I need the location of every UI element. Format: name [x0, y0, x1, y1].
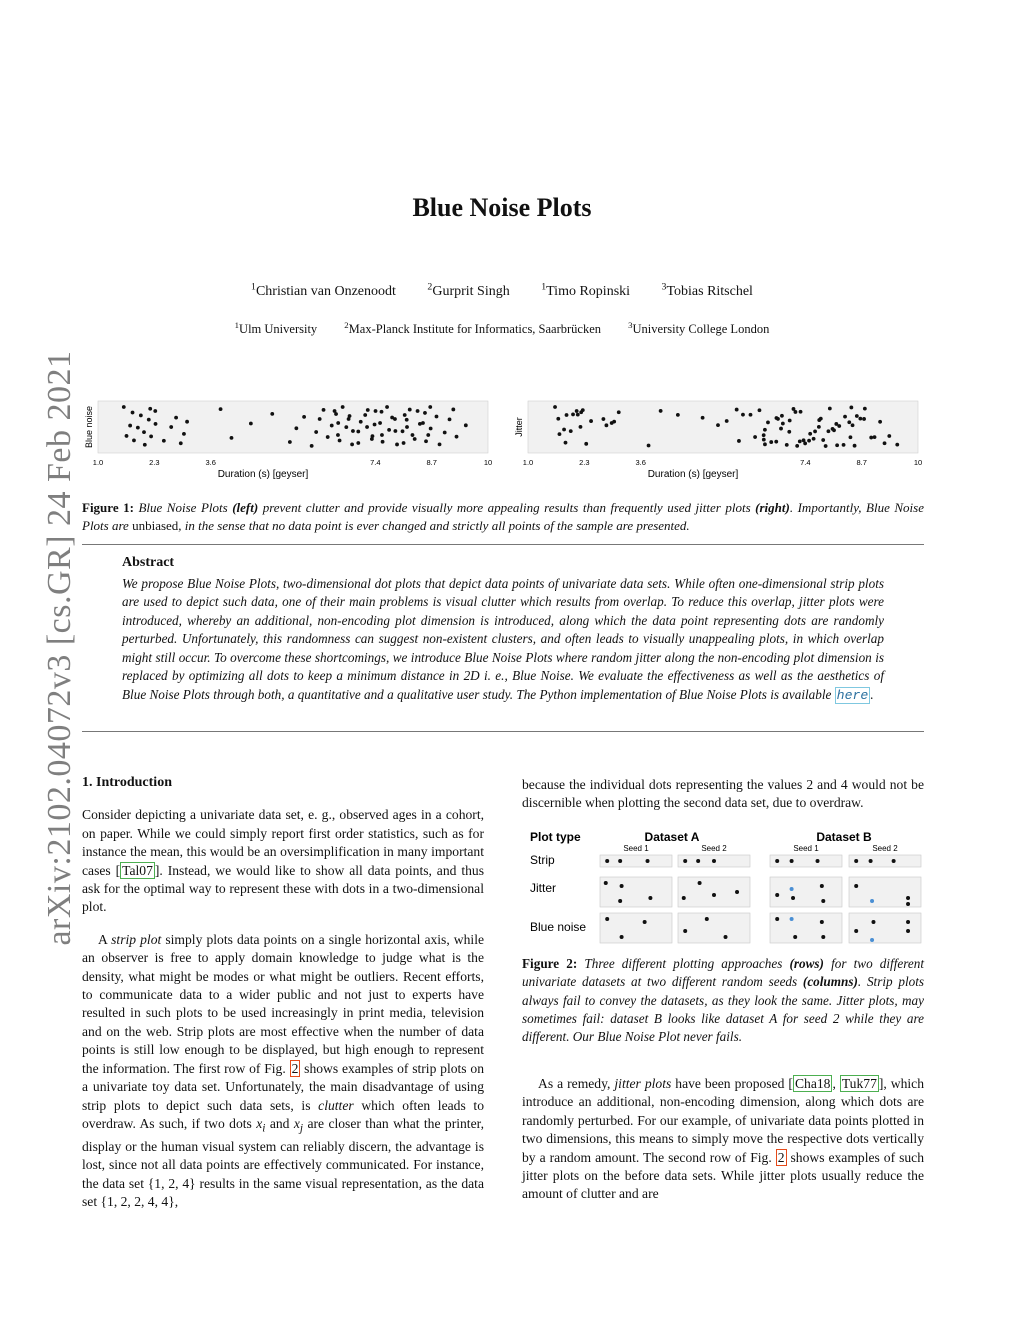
data-point — [230, 436, 234, 440]
data-point — [646, 859, 650, 863]
data-point — [842, 443, 846, 447]
row-label: Jitter — [530, 881, 557, 895]
data-point — [854, 859, 858, 863]
data-point — [373, 423, 377, 427]
author: $^1$Timo Ropinski — [541, 281, 631, 299]
mini-plot — [678, 877, 750, 907]
citation-link[interactable]: Tuk77 — [841, 1076, 877, 1091]
data-point — [643, 920, 647, 924]
data-point — [705, 917, 709, 921]
data-point — [853, 444, 857, 448]
data-point — [336, 421, 340, 425]
introduction-right-column-continued: As a remedy, jitter plots have been proposed [ Cha18 , Tuk77 ], which introduce an additional, non-encoding dimension, along which dots are randomly perturbed. For our example, of univariate data points plotted in two dimensions, this means to simply move the respective dots vertically by a random amount. The second row of Fig. 2 shows examples of such jitter plots on the before data sets. While jitter plots usually reduce the amount of clutter and are — [522, 1076, 925, 1202]
figure-1-caption: Figure 1: Blue Noise Plots (left) prevent clutter and provide visually more appealing results than frequently used jitter plots (right). Importantly, Blue Noise Plots are unbiased, in the sense that no data point is ever changed and strictly all points of the sample are presented. — [82, 500, 924, 533]
data-point — [334, 412, 338, 416]
data-point — [302, 415, 306, 419]
arxiv-identifier: arXiv:2102.04072v3 [cs.GR] 24 Feb 2021 — [41, 350, 78, 946]
y-axis-label: Blue noise — [84, 405, 94, 449]
data-point — [381, 440, 385, 444]
data-point — [788, 419, 792, 423]
data-point — [411, 433, 415, 437]
data-point — [174, 416, 178, 420]
data-point — [832, 428, 836, 432]
x-tick-label: 7.4 — [370, 458, 381, 467]
data-point — [562, 428, 566, 432]
mini-plot — [770, 877, 842, 907]
data-point — [698, 881, 702, 885]
data-point — [827, 429, 831, 433]
data-point — [821, 438, 825, 442]
seed-label: Seed 2 — [701, 844, 727, 853]
data-point — [820, 920, 824, 924]
mini-plot — [849, 855, 921, 867]
data-point — [617, 410, 621, 414]
row-label: Blue noise — [530, 920, 587, 934]
data-point — [906, 902, 910, 906]
data-point — [131, 411, 135, 415]
author: $^2$Gurprit Singh — [427, 281, 510, 299]
data-point — [378, 421, 382, 425]
divider — [82, 544, 924, 545]
data-point — [849, 435, 853, 439]
data-point — [793, 935, 797, 939]
data-point — [359, 420, 363, 424]
data-point — [576, 413, 580, 417]
data-point — [380, 433, 384, 437]
mini-plot — [770, 855, 842, 867]
x-tick-label: 2.3 — [149, 458, 160, 467]
data-point — [356, 430, 360, 434]
data-point — [149, 435, 153, 439]
data-point — [374, 409, 378, 413]
data-point — [862, 417, 866, 421]
mini-plot — [849, 913, 921, 943]
data-point — [855, 414, 859, 418]
data-point — [405, 425, 409, 429]
data-point — [737, 439, 741, 443]
x-tick-label: 8.7 — [856, 458, 867, 467]
data-point — [854, 884, 858, 888]
data-point — [682, 896, 686, 900]
data-point — [402, 441, 406, 445]
data-point — [618, 859, 622, 863]
data-point — [878, 420, 882, 424]
data-point — [270, 412, 274, 416]
x-tick-label: 10 — [483, 458, 493, 467]
data-point — [565, 413, 569, 417]
mini-plot — [770, 913, 842, 943]
data-point — [775, 917, 779, 921]
data-point — [385, 405, 389, 409]
data-point — [835, 443, 839, 447]
data-point — [366, 408, 370, 412]
data-point — [413, 437, 417, 441]
mini-plot — [849, 877, 921, 907]
data-point — [148, 407, 152, 411]
data-point — [288, 440, 292, 444]
abstract: Abstract We propose Blue Noise Plots, two-dimensional dot plots that depict data points of univariate data sets. While often one-dimensional strip plots are used to depict such data, one of their main problems is visual clutter which results from overlap. To reduce this overlap, jitter plots were introduced, whereby an additional, non-encoding plot dimension is introduced, along which the data point representing dots are randomly perturbed. Unfortunately, this randomness can suggest non-existent clusters, and often leads to visually unappealing plots, in which overlap might still occur. To overcome these shortcomings, we introduce Blue Noise Plots where random jitter along the non-encoding plot dimension is replaced by optimizing all dots to keep a minimum distance in 2D i. e., Blue Noise. We evaluate the effectiveness as well as the aesthetics of Blue Noise Plots through both, a quantitative and a qualitative user study. The Python implementation of Blue Noise Plots is available here . — [122, 555, 884, 703]
data-point — [780, 414, 784, 418]
data-point — [318, 417, 322, 421]
divider — [82, 731, 924, 732]
mini-plot — [600, 855, 672, 867]
data-point — [807, 439, 811, 443]
data-point — [741, 413, 745, 417]
data-point — [758, 408, 762, 412]
author: $^3$Tobias Ritschel — [661, 281, 753, 299]
x-tick-label: 2.3 — [579, 458, 590, 467]
data-point — [294, 426, 298, 430]
data-point — [766, 421, 770, 425]
data-point — [421, 421, 425, 425]
data-point — [828, 407, 832, 411]
data-point — [887, 434, 891, 438]
data-point — [569, 429, 573, 433]
data-point — [712, 859, 716, 863]
data-point — [136, 426, 140, 430]
data-point — [405, 418, 409, 422]
data-point — [132, 439, 136, 443]
data-point — [819, 417, 823, 421]
data-point — [785, 443, 789, 447]
data-point — [895, 443, 899, 447]
data-point — [553, 405, 557, 409]
data-point — [326, 435, 330, 439]
data-point — [802, 438, 806, 442]
data-point — [182, 432, 186, 436]
data-point — [779, 427, 783, 431]
data-point — [851, 423, 855, 427]
data-point — [863, 407, 867, 411]
row-label: Strip — [530, 853, 555, 867]
data-point — [426, 433, 430, 437]
data-point — [620, 935, 624, 939]
data-point — [647, 444, 651, 448]
data-point — [448, 417, 452, 421]
x-axis-label: Duration (s) [geyser] — [217, 469, 309, 480]
data-point — [906, 920, 910, 924]
section-heading: 1. Introduction — [82, 775, 172, 790]
data-point — [451, 408, 455, 412]
data-point — [344, 425, 348, 429]
data-point — [762, 438, 766, 442]
data-point — [185, 420, 189, 424]
mini-plot — [600, 913, 672, 943]
data-point — [871, 920, 875, 924]
data-point — [775, 893, 779, 897]
citation-link[interactable]: Tal07 — [122, 862, 153, 878]
blue-noise-plot — [84, 401, 492, 480]
paper-title: Blue Noise Plots — [412, 193, 592, 222]
data-point — [162, 439, 166, 443]
data-point — [798, 439, 802, 443]
data-point — [356, 441, 360, 445]
data-point — [219, 407, 223, 411]
data-point — [393, 429, 397, 433]
data-point — [143, 443, 147, 447]
data-point — [821, 935, 825, 939]
data-point — [821, 899, 825, 903]
data-point — [363, 413, 367, 417]
data-point — [179, 441, 183, 445]
data-point — [370, 437, 374, 441]
data-point — [749, 413, 753, 417]
data-point — [870, 899, 874, 903]
data-point — [128, 424, 132, 428]
data-point — [153, 409, 157, 413]
jitter-plot — [514, 401, 922, 480]
data-point — [428, 405, 432, 409]
data-point — [401, 429, 405, 433]
data-point — [892, 859, 896, 863]
data-point — [808, 432, 812, 436]
data-point — [735, 408, 739, 412]
seed-label: Seed 1 — [793, 844, 819, 853]
data-point — [735, 890, 739, 894]
data-point — [338, 439, 342, 443]
data-point — [854, 929, 858, 933]
citation-link[interactable]: Cha18 — [794, 1076, 831, 1091]
figure-ref-link[interactable]: 2 — [291, 1060, 299, 1076]
data-point — [605, 423, 609, 427]
data-point — [870, 938, 874, 942]
data-point — [423, 411, 427, 415]
data-point — [564, 441, 568, 445]
author-list — [0, 281, 1004, 300]
author: $^1$Christian van Onzenoodt — [251, 281, 396, 299]
data-point — [604, 881, 608, 885]
plot-type-header: Plot type — [530, 830, 581, 844]
data-point — [330, 424, 334, 428]
x-tick-label: 3.6 — [635, 458, 646, 467]
data-point — [847, 420, 851, 424]
data-point — [781, 422, 785, 426]
y-axis-label: Jitter — [514, 417, 524, 437]
data-point — [869, 436, 873, 440]
data-point — [605, 859, 609, 863]
seed-label: Seed 1 — [623, 844, 649, 853]
data-point — [322, 408, 326, 412]
x-tick-label: 10 — [913, 458, 923, 467]
data-point — [575, 409, 579, 413]
data-point — [716, 423, 720, 427]
data-point — [816, 859, 820, 863]
data-point — [416, 409, 420, 413]
data-point — [763, 442, 767, 446]
mini-plot — [678, 913, 750, 943]
data-point — [753, 435, 757, 439]
data-point — [790, 887, 794, 891]
data-point — [869, 859, 873, 863]
data-point — [424, 439, 428, 443]
data-point — [403, 413, 407, 417]
data-point — [659, 409, 663, 413]
data-point — [858, 417, 862, 421]
data-point — [365, 425, 369, 429]
data-point — [154, 422, 158, 426]
x-tick-label: 8.7 — [426, 458, 437, 467]
data-point — [455, 435, 459, 439]
data-point — [314, 430, 318, 434]
data-point — [347, 417, 351, 421]
data-point — [762, 433, 766, 437]
introduction-left-column: 1. Introduction Consider depicting a univariate data set, e. g., observed ages in a cohort, on paper. While we could simply report first order statistics, such as for instance the mean, this would be an oversimplification in many important cases [ Tal07 ]. Instead, we would like to show all data points, and thus ask for the optimal way to represent these with dots in a two-dimensional plot. A strip plot simply plots data points on a single horizontal axis, while an observer is free to apply domain knowledge to judge what is the density, what might be modes or what might be outliers. Recent efforts, to communicate data to a wider public and not just to experts have resulted in such plots to be used increasingly in print media, television and on the web. Strip plots are most effective when the number of data points is still low enough to be displayed, but high enough to represent the information. The first row of Fig. 2 shows examples of strip plots on a univariate toy data set. Unfortunately, the main disadvantage of using strip plots to depict such data sets, is clutter which often leads to overdraw. As such, if two dots $x_i$ and $x_j$ are closer than what the printer, display or the human visual system can reliably discern, the advantage is lost, since not all data points are effectively communicated. For instance, the data set {1, 2, 4} results in the same visual representation, as the data set {1, 2, 2, 4, 4}, — [82, 775, 485, 1210]
data-point — [794, 410, 798, 414]
data-point — [464, 423, 468, 427]
data-point — [683, 859, 687, 863]
data-point — [812, 437, 816, 441]
data-point — [769, 440, 773, 444]
data-point — [774, 440, 778, 444]
data-point — [249, 422, 253, 426]
data-point — [799, 410, 803, 414]
data-point — [435, 415, 439, 419]
x-tick-label: 1.0 — [522, 458, 534, 467]
data-point — [558, 432, 562, 436]
data-point — [696, 859, 700, 863]
data-point — [605, 917, 609, 921]
data-point — [579, 425, 583, 429]
data-point — [310, 444, 314, 448]
data-point — [125, 434, 129, 438]
data-point — [725, 419, 729, 423]
data-point — [438, 442, 442, 446]
x-tick-label: 7.4 — [800, 458, 811, 467]
x-tick-label: 3.6 — [205, 458, 216, 467]
affiliation: $^3$University College London — [628, 320, 770, 337]
affiliation-list — [0, 320, 1004, 337]
data-point — [795, 444, 799, 448]
introduction-right-column: because the individual dots representing the values 2 and 4 would not be discernible when plotting the second data set, due to overdraw. — [522, 777, 924, 811]
data-point — [147, 418, 151, 422]
data-point — [380, 410, 384, 414]
data-point — [813, 430, 817, 434]
data-point — [790, 859, 794, 863]
data-point — [883, 441, 887, 445]
data-point — [817, 425, 821, 429]
dataset-a-header: Dataset A — [644, 830, 700, 844]
data-point — [395, 443, 399, 447]
affiliation: $^1$Ulm University — [234, 320, 318, 337]
data-point — [676, 413, 680, 417]
data-point — [843, 415, 847, 419]
seed-label: Seed 2 — [872, 844, 898, 853]
data-point — [906, 896, 910, 900]
data-point — [393, 417, 397, 421]
data-point — [142, 430, 146, 434]
data-point — [776, 417, 780, 421]
data-point — [612, 420, 616, 424]
data-point — [683, 929, 687, 933]
figure-1 — [84, 395, 924, 485]
data-point — [584, 442, 588, 446]
data-point — [387, 428, 391, 432]
data-point — [712, 893, 716, 897]
data-point — [873, 435, 877, 439]
data-point — [618, 899, 622, 903]
dataset-b-header: Dataset B — [816, 830, 872, 844]
data-point — [336, 433, 340, 437]
data-point — [169, 425, 173, 429]
data-point — [601, 417, 605, 421]
data-point — [408, 408, 412, 412]
data-point — [122, 405, 126, 409]
x-axis-label: Duration (s) [geyser] — [647, 469, 739, 480]
data-point — [824, 444, 828, 448]
data-point — [906, 929, 910, 933]
data-point — [341, 405, 345, 409]
figure-ref-link[interactable]: 2 — [777, 1149, 785, 1165]
data-point — [429, 427, 433, 431]
data-point — [443, 431, 447, 435]
data-point — [763, 428, 767, 432]
data-point — [701, 416, 705, 420]
mini-plot — [600, 877, 672, 907]
data-point — [790, 917, 794, 921]
data-point — [837, 424, 841, 428]
data-point — [139, 414, 143, 418]
data-point — [775, 859, 779, 863]
x-tick-label: 1.0 — [92, 458, 104, 467]
data-point — [849, 406, 853, 410]
figure-2 — [522, 827, 924, 949]
data-point — [620, 884, 624, 888]
data-point — [581, 408, 585, 412]
data-point — [351, 429, 355, 433]
data-point — [820, 884, 824, 888]
data-point — [791, 896, 795, 900]
data-point — [648, 896, 652, 900]
data-point — [589, 419, 593, 423]
abstract-heading: Abstract — [122, 555, 175, 570]
data-point — [724, 935, 728, 939]
code-link[interactable]: here — [836, 687, 869, 703]
data-point — [350, 443, 354, 447]
affiliation: $^2$Max-Planck Institute for Informatics, Saarbrücken — [344, 320, 602, 337]
data-point — [787, 430, 791, 434]
data-point — [571, 413, 575, 417]
figure-2-caption: Figure 2: Three different plotting approaches (rows) for two different univariate datasets at two different random seeds (columns). Strip plots always fail to convey the datasets, as they look the same. Jitter plots, may sometimes fail: dataset B looks like dataset A for seed 2 while they are different. Our Blue Noise Plot never fails. — [522, 956, 925, 1045]
data-point — [556, 417, 560, 421]
